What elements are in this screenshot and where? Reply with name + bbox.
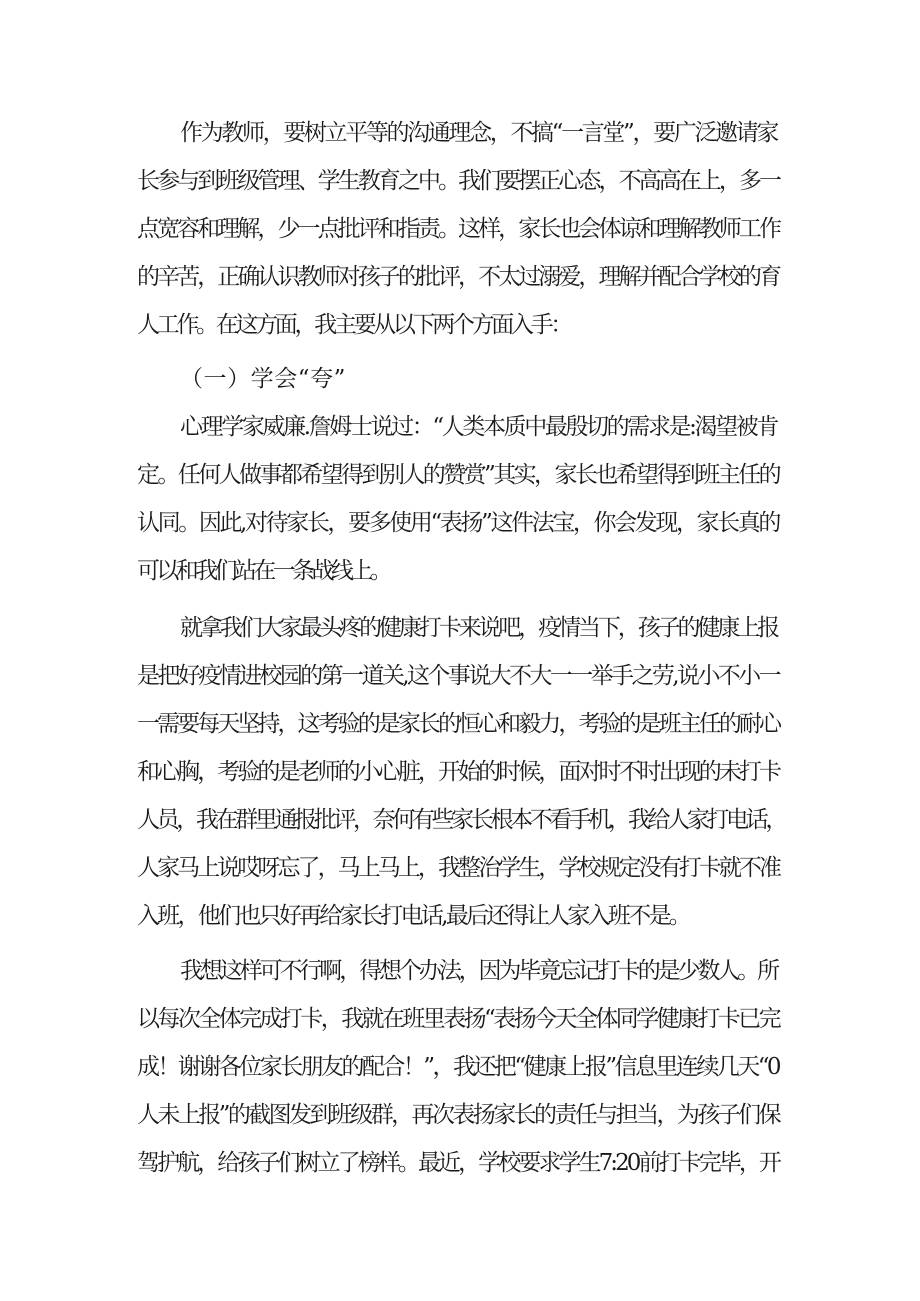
text-line: 长参与到班级管理、学生教育之中。我们要摆正心态，不高高在上，多一	[137, 168, 779, 194]
text-line: 一需要每天坚持，这考验的是家长的恒心和毅力，考验的是班主任的耐心	[137, 711, 779, 737]
text-line: 人员，我在群里通报批评，奈何有些家长根本不看手机，我给人家打电话，	[137, 807, 786, 833]
text-line: 作为教师，要树立平等的沟通理念，不搞“一言堂”，要广泛邀请家	[180, 120, 777, 146]
text-line: 以每次全体完成打卡，我就在班里表扬“表扬今天全体同学健康打卡已完	[137, 1006, 779, 1032]
text-line: 入班，他们也只好再给家长打电话,最后还得让人家入班不是。	[137, 903, 689, 929]
text-line: 人未上报”的截图发到班级群，再次表扬家长的责任与担当，为孩子们保	[137, 1102, 779, 1128]
text-line: 心理学家威廉.詹姆士说过：“人类本质中最殷切的需求是:渴望被肯	[180, 414, 777, 440]
text-line: 驾护航，给孩子们树立了榜样。最近，学校要求学生7:20前打卡完毕，开	[137, 1150, 779, 1176]
text-line: 人家马上说哎呀忘了，马上马上，我整治学生，学校规定没有打卡就不准	[137, 855, 779, 881]
text-line: 认同。因此,对待家长，要多使用“表扬”这件法宝，你会发现，家长真的	[137, 510, 779, 536]
text-line: 定。任何人做事都希望得到别人的赞赏”其实，家长也希望得到班主任的	[137, 462, 779, 488]
text-line: 我想这样可不行啊，得想个办法，因为毕竟忘记打卡的是少数人。所	[180, 958, 778, 984]
section-heading: （一）学会“夸”	[180, 366, 346, 392]
text-line: 成！谢谢各位家长朋友的配合！”，我还把“健康上报”信息里连续几天“0	[137, 1054, 779, 1080]
text-line: 和心胸，考验的是老师的小心脏，开始的时候，面对时不时出现的未打卡	[137, 759, 779, 785]
text-line: 可以和我们站在一条战线上。	[137, 558, 390, 584]
text-line: 点宽容和理解，少一点批评和指责。这样，家长也会体谅和理解教师工作	[137, 216, 779, 242]
text-line: 就拿我们大家最头疼的健康打卡来说吧，疫情当下，孩子的健康上报	[180, 615, 778, 641]
text-line: 是把好疫情进校园的第一道关,这个事说大不大一一举手之劳,说小不小一	[137, 663, 779, 689]
text-line: 人工作。在这方面，我主要从以下两个方面入手：	[137, 312, 571, 338]
text-line: 的辛苦，正确认识教师对孩子的批评，不太过溺爱，理解并配合学校的育	[137, 264, 779, 290]
